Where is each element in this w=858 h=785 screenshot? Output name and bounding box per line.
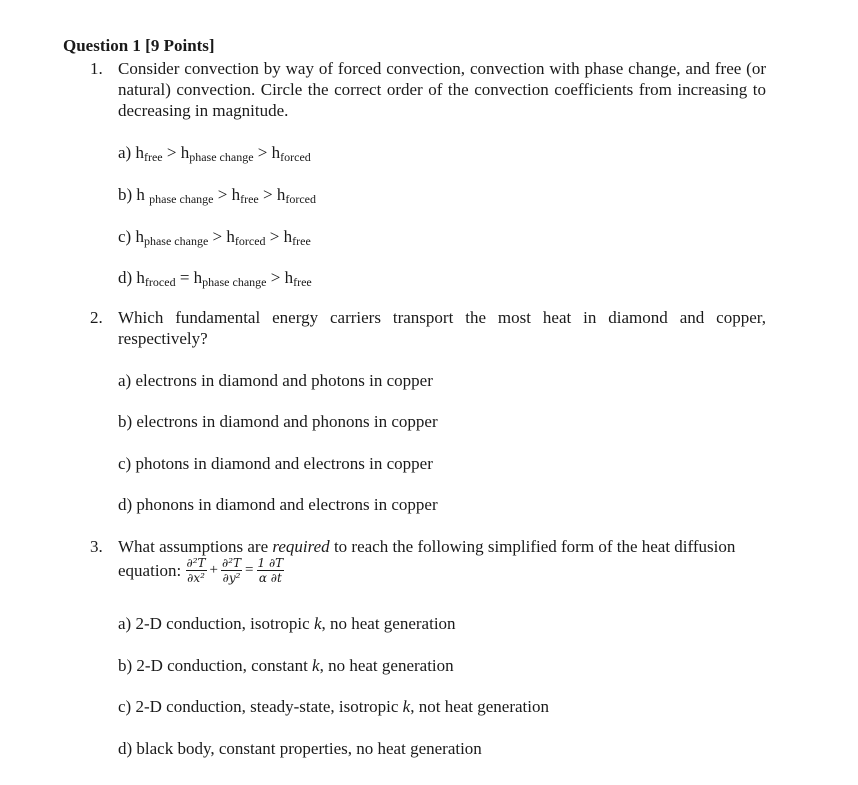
eq-term-t: $\frac{1 \partial T}{\alpha \partial t}$ bbox=[257, 556, 284, 585]
eq-term-y: $\frac{\text{∂²T}}{\text{∂y²}}$ bbox=[222, 556, 242, 585]
q1-option-c[interactable]: c) $h_{phase change} > h_{forced} > h_{free}$ bbox=[118, 227, 311, 248]
q3-option-d[interactable]: d) black body, constant properties, no heat generation bbox=[118, 739, 482, 758]
q2-option-c[interactable]: c) photons in diamond and electrons in copper bbox=[118, 454, 433, 473]
question-title: Question 1 [9 Points] bbox=[63, 36, 215, 55]
q2-text: Which fundamental energy carriers transport the most heat in diamond and copper, respectively? bbox=[118, 308, 766, 348]
q2-option-a[interactable]: a) electrons in diamond and photons in copper bbox=[118, 371, 433, 390]
q1-number: 1. bbox=[90, 59, 103, 78]
q1-option-d[interactable]: d) $h_{froced} = h_{phase change} > h_{free}$ bbox=[118, 268, 312, 289]
q2-option-d[interactable]: d) phonons in diamond and electrons in copper bbox=[118, 495, 438, 514]
q1-option-a[interactable]: a) $h_{free} > h_{phase change} > h_{forced}$ bbox=[118, 143, 311, 164]
q1-text: Consider convection by way of forced convection, convection with phase change, and free (or natural) convection. Circle the correct order of the convection coefficients from increasing to decreasing in magnitude. bbox=[118, 59, 766, 120]
q3-text: What assumptions are required to reach the following simplified form of the heat diffusion bbox=[118, 537, 736, 556]
q3-option-a[interactable]: a) 2-D conduction, isotropic k, no heat generation bbox=[118, 614, 456, 633]
q3-number: 3. bbox=[90, 537, 103, 556]
q1-option-b[interactable]: b) h $_{phase change} > h_{free} > h_{forced}$ bbox=[118, 185, 316, 206]
q3-option-c[interactable]: c) 2-D conduction, steady-state, isotropic k, not heat generation bbox=[118, 697, 549, 716]
q2-option-b[interactable]: b) electrons in diamond and phonons in copper bbox=[118, 412, 438, 431]
eq-term-x: $\frac{\text{∂²T}}{\text{∂x²}}$ bbox=[186, 556, 206, 585]
q2-number: 2. bbox=[90, 308, 103, 327]
q3-equation: equation: $\frac{\text{∂²T}}{\text{∂x²}}$ + $\frac{\text{∂²T}}{\text{∂y²}}$ = $\frac{1 \partial T}{\alpha \partial t}$ bbox=[118, 556, 284, 585]
q3-option-b[interactable]: b) 2-D conduction, constant k, no heat generation bbox=[118, 656, 454, 675]
